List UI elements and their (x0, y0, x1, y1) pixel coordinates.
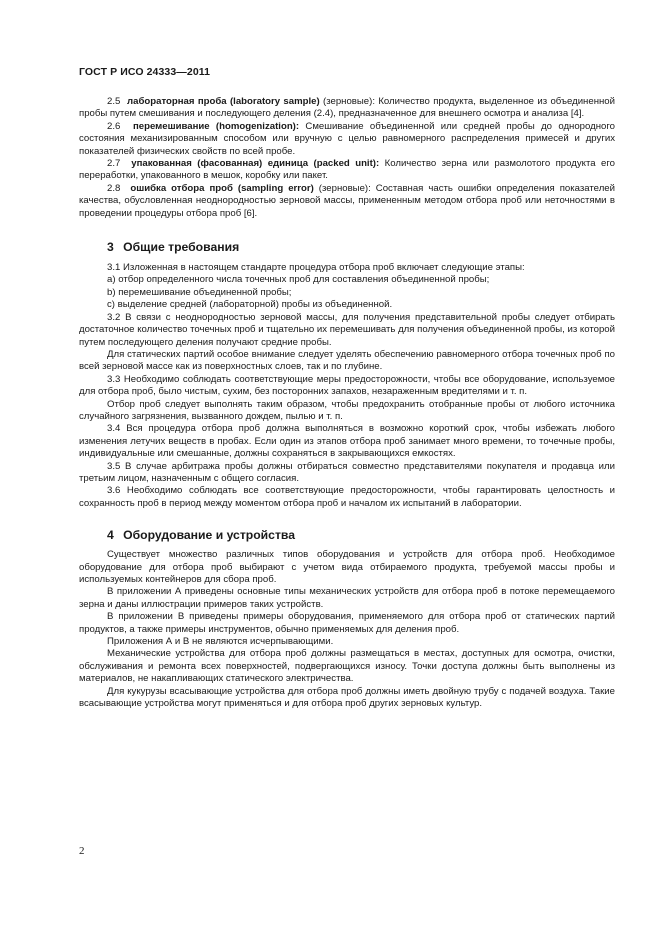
section-3-heading: 3 Общие требования (107, 240, 240, 255)
paragraph: 3.4 Вся процедура отбора проб должна выполняться в возможно короткий срок, чтобы избежать любого изменения летучих веществ в пробах. Если один из этапов отбора проб занимает много времени, то точечные пробы, индивидуальные или смешанные, должны сохраняться в закрывающихся емкостях. (79, 423, 615, 460)
paragraph: 3.3 Необходимо соблюдать соответствующие меры предосторожности, чтобы все оборудование, используемое для отбора проб, было чистым, сухим, без посторонних запахов, незараженным вредителями и т. п. (79, 373, 615, 398)
definition-2-8: 2.8 ошибка отбора проб (sampling error) (зерновые): Составная часть ошибки определения показателей качества, обусловленная неоднородностью зерновой массы, примененным методом отбора проб или неточностями в проведении процедуры отбора проб [6]. (79, 182, 615, 219)
paragraph: 3.6 Необходимо соблюдать все соответствующие предосторожности, чтобы гарантировать целостность и сохранность проб в период между моментом отбора проб и началом их испытаний в лаборатории. (79, 485, 615, 509)
document-header: ГОСТ Р ИСО 24333—2011 (79, 66, 211, 78)
paragraph: Для статических партий особое внимание следует уделять обеспечению равномерного отбора точечных проб по всей зерновой массе как из поверхностных слоев, так и по глубине. (79, 348, 615, 373)
list-item: a) отбор определенного числа точечных проб для составления объединенной пробы; (107, 274, 490, 286)
section-4-content (79, 549, 615, 710)
paragraph: 3.2 В связи с неоднородностью зерновой массы, для получения представительной пробы следует отбирать достаточное количество точечных проб и тщательно их перемешивать для получения объединенной пробы, из которой путем последующего деления получают средние пробы. (79, 311, 615, 348)
paragraph: Приложения А и В не являются исчерпывающими. (107, 636, 334, 648)
list-item: c) выделение средней (лабораторной) пробы из объединенной. (107, 299, 393, 311)
definition-2-6: 2.6 перемешивание (homogenization): Смешивание объединенной или средней пробы до однородного состояния механизированным способом или вручную с целью равномерного распределения примесей и других показателей физических свойств по всей пробе. (79, 120, 615, 157)
list-item: b) перемешивание объединенной пробы; (107, 286, 292, 298)
definition-2-7: 2.7 упакованная (фасованная) единица (packed unit): Количество зерна или размолотого продукта его переработки, упакованного в мешок, коробку или пакет. (79, 158, 615, 182)
definition-term: ошибка отбора проб (sampling error) (130, 182, 314, 194)
page-number: 2 (79, 845, 85, 857)
section-3-content (79, 262, 615, 510)
paragraph: 3.5 В случае арбитража пробы должны отбираться совместно представителями покупателя и продавца или третьим лицом, назначенным с общего согласия. (79, 460, 615, 484)
paragraph: В приложении А приведены основные типы механических устройств для отбора проб в потоке перемещаемого зерна и даны иллюстрации примеров таких устройств. (79, 586, 615, 610)
paragraph: 3.1 Изложенная в настоящем стандарте процедура отбора проб включает следующие этапы: (107, 262, 525, 274)
paragraph: Механические устройства для отбора проб должны размещаться в местах, доступных для осмотра, очистки, обслуживания и ремонта всех поверхностей, подвергающихся износу. Точки доступа должны быть выполнены из материалов, не накапливающих статического электричества. (79, 648, 615, 685)
definition-2-5: 2.5 лабораторная проба (laboratory sample) (зерновые): Количество продукта, выделенное из объединенной пробы путем смешивания и последующего деления (2.4), предназначенное для внешнего осмотра и анализа [4]. (79, 96, 615, 120)
paragraph: Отбор проб следует выполнять таким образом, чтобы предохранить отобранные пробы от любого источника случайного загрязнения, вызванного дождем, пылью и т. п. (79, 398, 615, 422)
definition-term: лабораторная проба (laboratory sample) (127, 96, 320, 107)
definition-term: упакованная (фасованная) единица (packed unit): (131, 158, 380, 170)
paragraph: Для кукурузы всасывающие устройства для отбора проб должны иметь двойную трубу с подачей воздуха. Такие всасывающие устройства могут применяться и для отбора проб других зерновых культур. (79, 685, 615, 710)
definition-term: перемешивание (homogenization): (132, 120, 300, 132)
page-body (79, 96, 615, 710)
paragraph: Существует множество различных типов оборудования и устройств для отбора проб. Необходимое оборудование для отбора проб выбирают с учетом вида отбираемого продукта, требуемой массы пробы и используемых контейнеров для сбора проб. (79, 549, 615, 585)
section-4-heading: 4 Оборудование и устройства (107, 528, 296, 543)
paragraph: В приложении В приведены примеры оборудования, применяемого для отбора проб от статических партий продуктов, а также примеры инструментов, обычно применяемых для деления проб. (79, 611, 615, 635)
